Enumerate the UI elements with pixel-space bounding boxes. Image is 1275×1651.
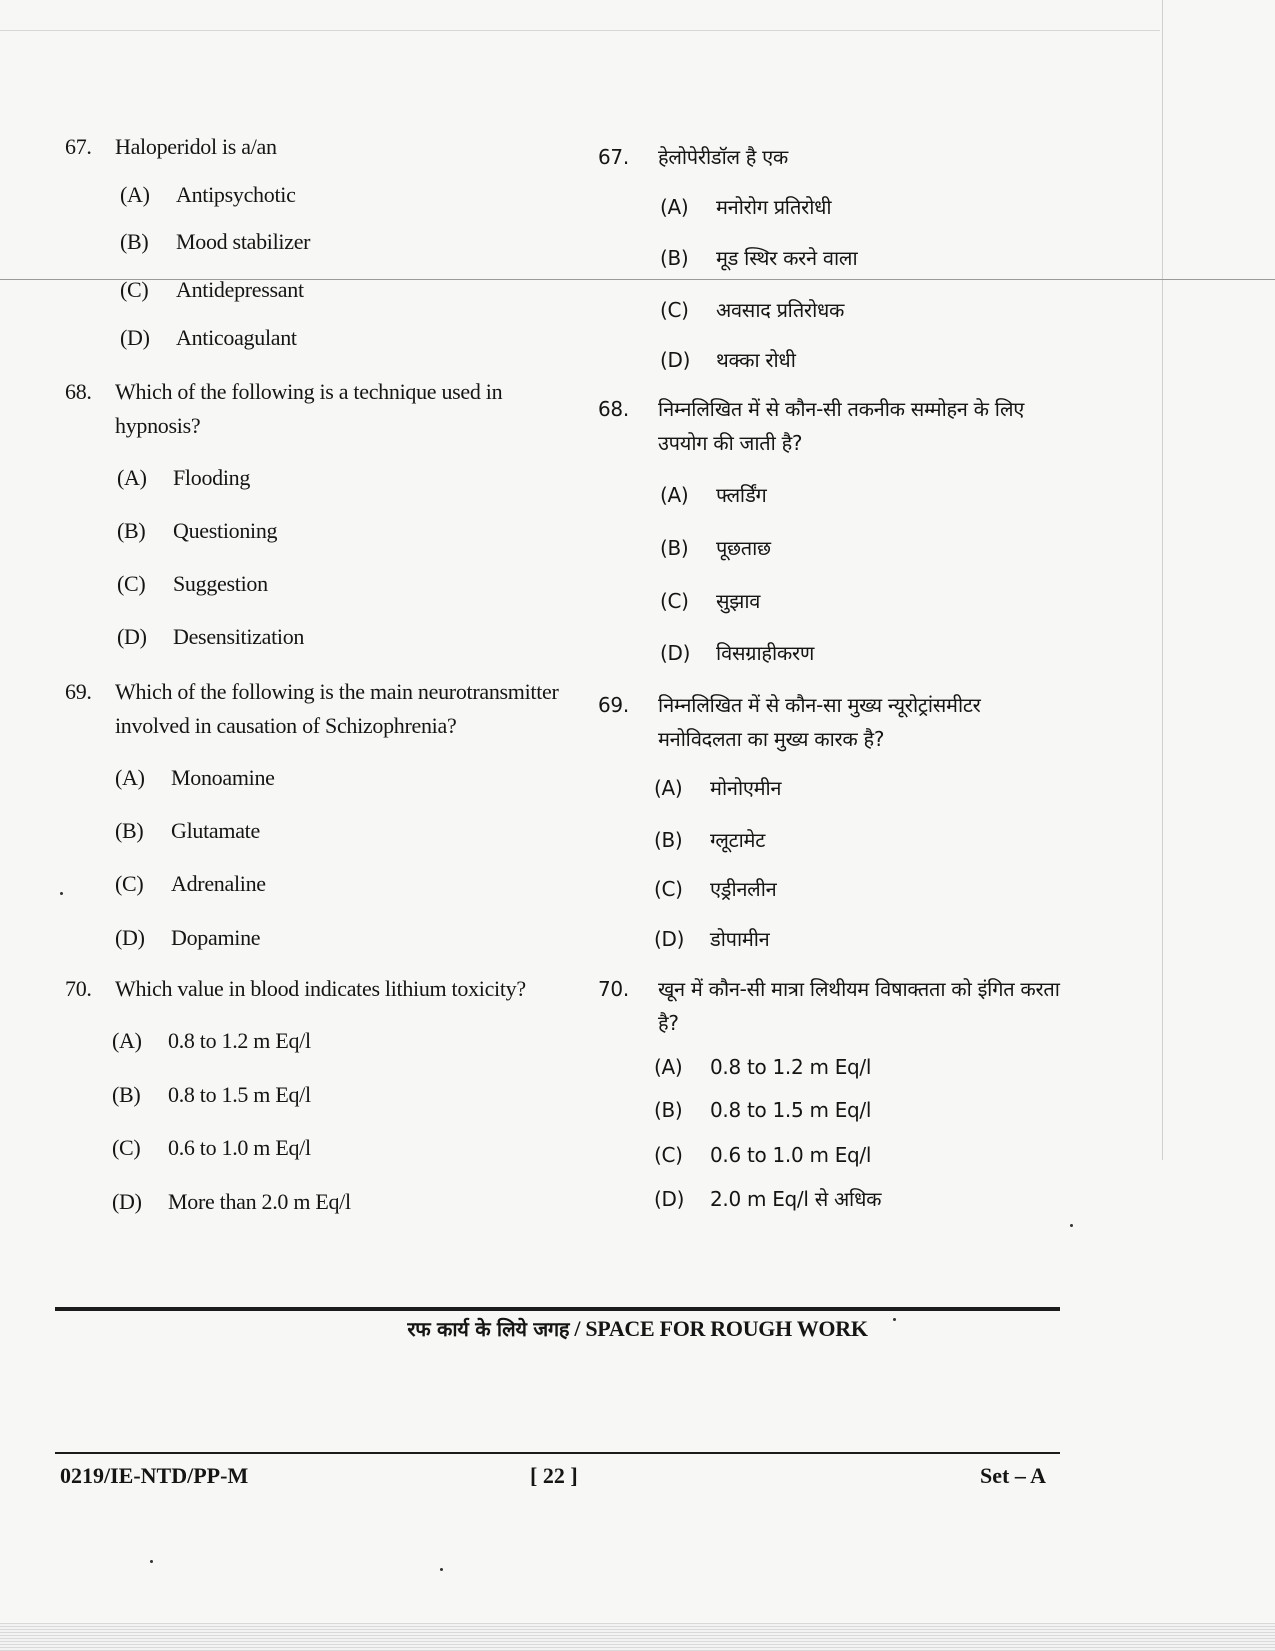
paper-code: 0219/IE-NTD/PP-M [60,1463,249,1488]
question-70-en [65,972,565,1214]
option-b: (B) 0.8 to 1.5 m Eq/l [112,1082,311,1107]
option-b: (B) ग्लूटामेट [654,828,765,852]
scan-speck [150,1560,153,1563]
question-68-hi [598,392,1068,665]
option-d: (D) डोपामीन [654,927,770,951]
option-c: (C) 0.6 to 1.0 m Eq/l [654,1143,872,1167]
question-70-hi [598,972,1068,1211]
option-c: (C) एड्रीनलीन [654,877,777,901]
option-a: (A) Flooding [117,465,251,490]
option-a: (A) मनोरोग प्रतिरोधी [660,195,832,219]
option-b: (B) Questioning [117,518,278,543]
option-d: (D) विसग्राहीकरण [660,641,814,665]
footer-rule [55,1452,1060,1454]
option-c: (C) Adrenaline [115,871,266,896]
option-b: (B) 0.8 to 1.5 m Eq/l [654,1098,872,1122]
question-number: 69. [65,679,92,704]
question-number: 68. [598,397,629,421]
question-number: 68. [65,379,92,404]
question-68-en [65,375,565,649]
question-67-hi [598,140,1068,372]
option-a: (A) मोनोएमीन [654,776,782,800]
option-d: (D) थक्का रोधी [660,348,796,372]
option-a: (A) फ्लर्डिंग [660,483,767,507]
question-number: 67. [598,145,629,169]
rough-work-rule [55,1307,1060,1311]
option-a: (A) 0.8 to 1.2 m Eq/l [112,1028,311,1053]
scan-border-right [1162,0,1163,1160]
question-text: निम्नलिखित में से कौन-सा मुख्य न्यूरोट्रांसमीटर मनोविदलता का मुख्य कारक है? [658,693,981,751]
question-text: Haloperidol is a/an [115,134,277,159]
scan-speck [1070,1224,1073,1227]
option-d: (D) Anticoagulant [120,325,297,350]
question-number: 70. [598,977,629,1001]
option-b: (B) पूछताछ [660,536,771,560]
question-text: Which of the following is the main neurotransmitter involved in causation of Schizophrenia? [115,679,559,738]
rough-work-heading-separator: / [569,1316,586,1341]
option-c: (C) Antidepressant [120,277,304,302]
question-text: खून में कौन-सी मात्रा लिथीयम विषाक्तता को इंगित करता है? [658,977,1060,1035]
question-text: Which of the following is a technique used in hypnosis? [115,379,503,438]
question-69-hi [598,688,1068,951]
scan-speck [60,892,63,895]
question-number: 70. [65,976,92,1001]
scan-border-top [0,30,1160,31]
question-69-en [65,675,565,950]
option-b: (B) मूड स्थिर करने वाला [660,246,858,270]
option-d: (D) 2.0 m Eq/l से अधिक [654,1187,882,1211]
option-c: (C) 0.6 to 1.0 m Eq/l [112,1135,311,1160]
set-label: Set – A [980,1463,1046,1488]
rough-work-heading-hindi: रफ कार्य के लिये जगह [407,1317,570,1341]
page-number: [ 22 ] [530,1463,578,1488]
option-d: (D) More than 2.0 m Eq/l [112,1189,351,1214]
question-67-en [65,130,565,350]
option-b: (B) Mood stabilizer [120,229,311,254]
option-a: (A) Antipsychotic [120,182,296,207]
option-d: (D) Desensitization [117,624,305,649]
question-number: 69. [598,693,629,717]
option-c: (C) सुझाव [660,589,761,613]
option-c: (C) Suggestion [117,571,268,596]
option-d: (D) Dopamine [115,925,261,950]
question-text: Which value in blood indicates lithium toxicity? [115,976,526,1001]
scan-artifact-bottom [0,1623,1275,1651]
option-c: (C) अवसाद प्रतिरोधक [660,298,845,322]
scan-speck [893,1318,896,1321]
question-text: निम्नलिखित में से कौन-सी तकनीक सम्मोहन के लिए उपयोग की जाती है? [658,397,1024,455]
scan-speck [440,1568,443,1571]
question-text: हेलोपेरीडॉल है एक [658,145,788,169]
question-number: 67. [65,134,92,159]
option-a: (A) 0.8 to 1.2 m Eq/l [654,1055,872,1079]
rough-work-heading-english: SPACE FOR ROUGH WORK [585,1316,868,1341]
option-a: (A) Monoamine [115,765,275,790]
option-b: (B) Glutamate [115,818,260,843]
rough-work-heading [0,1315,1275,1342]
